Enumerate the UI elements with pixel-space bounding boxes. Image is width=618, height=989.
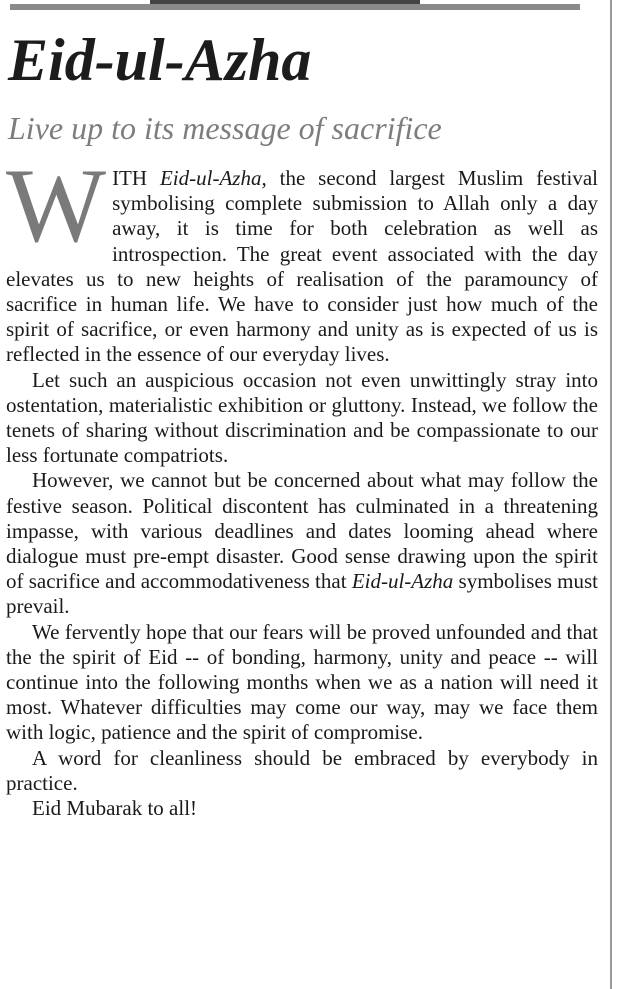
column-divider <box>610 0 612 989</box>
top-rule-accent <box>150 0 420 4</box>
editorial-subtitle: Live up to its message of sacrifice <box>8 110 442 146</box>
paragraph-3-text-a: However, we cannot but be concerned about what may follow the festive season. Political discontent has culminated in a threatening impasse, with various deadlines and dates looming ahead where dialogue must pre-empt disaster. Good sense drawing upon the spirit of sacrifice and accommodativeness that <box>6 468 598 594</box>
paragraph-1 <box>6 147 598 368</box>
paragraph-1-text-b: , the second largest Muslim festival symbolising complete submission to Allah only a day away, it is time for both celebration as well as introspection. The great event associated with the day elevates us to new heights of realisation of the paramouncy of sacrifice in human life. We have to consider just how much of the spirit of sacrifice, or even harmony and unity as is expected of us is reflected in the essence of our everyday lives. <box>6 166 598 367</box>
editorial-body <box>6 147 598 821</box>
paragraph-1-text-a: ITH <box>112 166 160 190</box>
paragraph-5: A word for cleanliness should be embraced by everybody in practice. <box>6 745 598 795</box>
drop-cap: W <box>6 147 107 264</box>
paragraph-1-emphasis: Eid-ul-Azha <box>159 166 262 190</box>
top-rule <box>10 4 580 10</box>
paragraph-3-text-b: symbolises must prevail. <box>6 569 598 619</box>
editorial-title: Eid-ul-Azha <box>8 27 312 93</box>
paragraph-3-emphasis: Eid-ul-Azha <box>351 569 454 594</box>
paragraph-2: Let such an auspicious occasion not even unwittingly stray into ostentation, materialistic exhibition or gluttony. Instead, we follow the tenets of sharing without discrimination and be compassionate to our less fortunate compatriots. <box>6 367 598 468</box>
paragraph-3 <box>6 468 598 619</box>
paragraph-4: We fervently hope that our fears will be proved unfounded and that the the spirit of Eid -- of bonding, harmony, unity and peace -- will continue into the following months when we as a nation will need it most. Whatever difficulties may come our way, may we face them with logic, patience and the spirit of compromise. <box>6 619 598 745</box>
paragraph-6: Eid Mubarak to all! <box>32 796 198 821</box>
